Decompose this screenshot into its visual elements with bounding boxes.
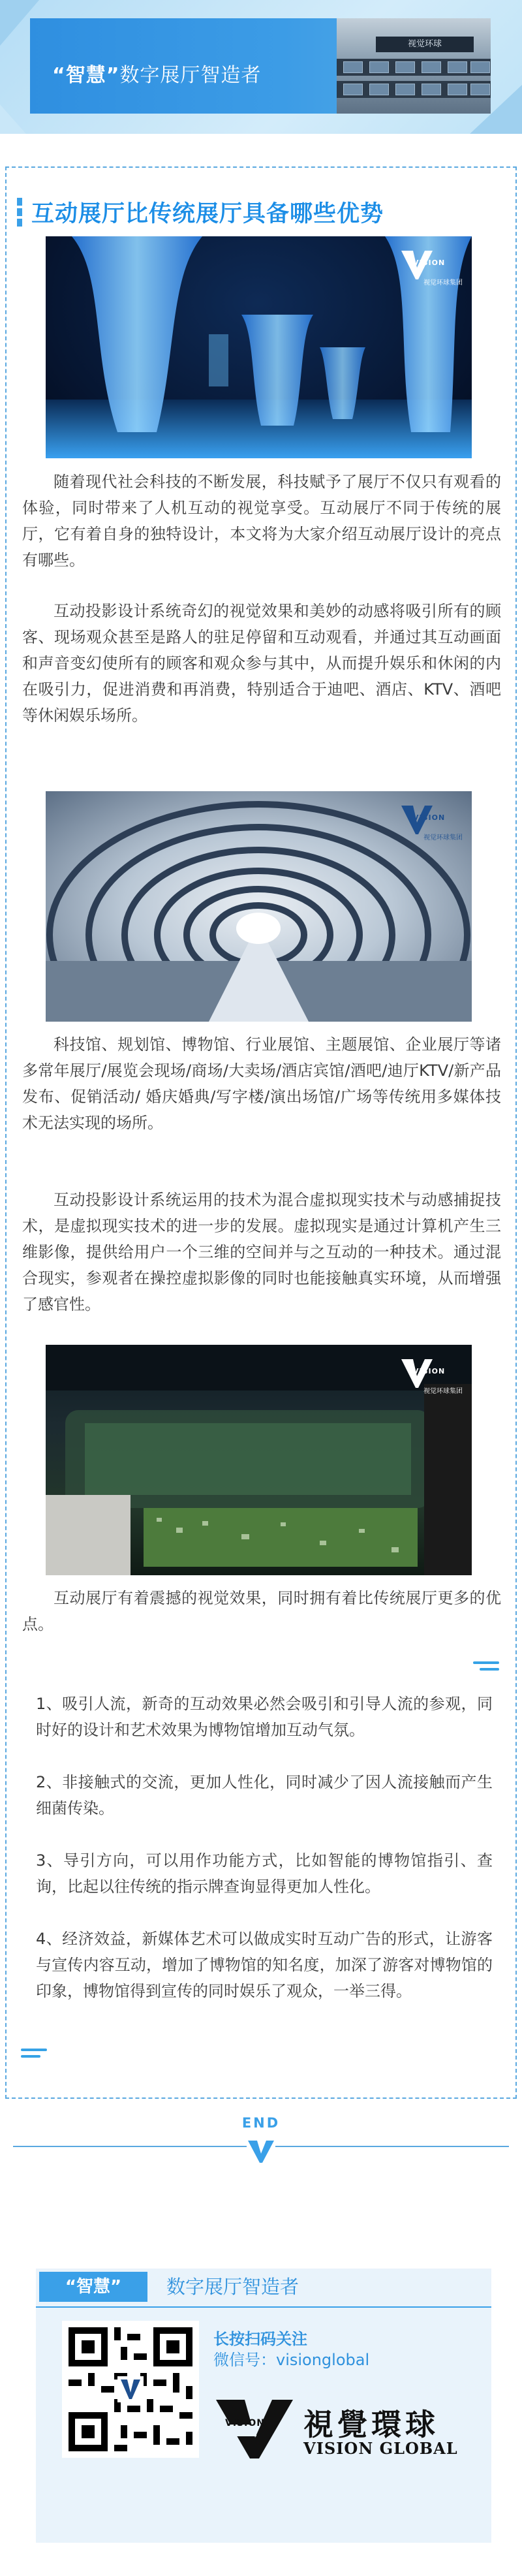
paragraph: 互动投影设计系统奇幻的视觉效果和美妙的动感将吸引所有的顾客、现场观众甚至是路人的驻足停留和互动观看，并通过其互动画面和声音变幻使所有的顾客和观众参与其中，从而提升娱乐和休闲的内在吸引力，促进消费和再消费，特别适合于迪吧、酒店、KTV、酒吧等休闲娱乐场所。 xyxy=(22,602,501,725)
footer-tag-smart: “智慧” xyxy=(39,2272,147,2302)
vision-sub-text: 视觉环球集团 xyxy=(423,1388,463,1395)
end-v-icon xyxy=(247,2138,275,2164)
vision-mark-text: VISION xyxy=(413,813,446,822)
header-rest: 数字展厅智造者 xyxy=(119,64,262,87)
list-item: 2、非接触式的交流，更加人性化，同时减少了因人流接触而产生细菌传染。 xyxy=(36,1773,493,1817)
paragraph: 互动展厅有着震撼的视觉效果，同时拥有着比传统展厅更多的优点。 xyxy=(22,1589,501,1633)
footer-divider xyxy=(36,2306,491,2308)
decor-lines-icon xyxy=(473,1661,499,1671)
section-title: 互动展厅比传统展厅具备哪些优势 xyxy=(31,201,384,227)
list-item: 3、导引方向，可以用作功能方式，比如智能的博物馆指引、查询，比起以往传统的指示牌查询显得更加人性化。 xyxy=(36,1851,493,1896)
list-item: 1、吸引人流，新奇的互动效果必然会吸引和引导人流的参观，同时好的设计和艺术效果为博物馆增加互动气氛。 xyxy=(36,1695,493,1739)
brand-logo xyxy=(212,2383,486,2468)
photo-tunnel xyxy=(46,791,472,1022)
header-quote-open: “ xyxy=(52,64,66,87)
header-quote-close: ” xyxy=(106,64,120,87)
heading-bars-icon xyxy=(17,198,22,227)
photo-exhibition-hall xyxy=(46,1345,472,1575)
list-item: 4、经济效益，新媒体艺术可以做成实时互动广告的形式，让游客与宣传内容互动，增加了博物馆的知名度，加深了游客对博物馆的印象，博物馆得到宣传的同时娱乐了观众，一举三得。 xyxy=(36,1930,493,2000)
qr-caption-wechat: 微信号：visionglobal xyxy=(213,2351,370,2369)
building-sign: 视觉环球 xyxy=(376,37,474,52)
qr-code-icon xyxy=(62,2321,199,2458)
vision-mark-text: VISION xyxy=(413,1367,446,1375)
qr-caption-follow: 长按扫码关注 xyxy=(213,2330,307,2348)
decor-lines-icon xyxy=(21,2049,47,2058)
header-title xyxy=(52,59,261,87)
header-bold-word: 智慧 xyxy=(65,64,106,87)
brand-v-icon xyxy=(212,2396,297,2461)
paragraph: 随着现代社会科技的不断发展，科技赋予了展厅不仅只有观看的体验，同时带来了人机互动的视觉享受。互动展厅不同于传统的展厅，它有着自身的独特设计，本文将为大家介绍互动展厅设计的亮点有哪些。 xyxy=(22,473,501,569)
vision-logo-badge xyxy=(399,1354,464,1402)
brand-mark-text: VISION xyxy=(225,2418,265,2428)
vision-sub-text: 视觉环球集团 xyxy=(423,279,463,287)
section-heading xyxy=(17,196,384,228)
brand-english: VISION GLOBAL xyxy=(303,2439,458,2458)
paragraph: 科技馆、规划馆、博物馆、行业展馆、主题展馆、企业展厅等诸多常年展厅/展览会现场/商场/大卖场/酒店宾馆/酒吧/迪厅KTV/新产品发布、促销活动/ 婚庆婚典/写字楼/演出场馆/广场等传统用多媒体技术无法实现的场所。 xyxy=(22,1035,501,1132)
photo-pillars xyxy=(46,236,472,458)
qr-code[interactable] xyxy=(62,2321,199,2458)
footer-tag-rest: 数字展厅智造者 xyxy=(166,2276,299,2298)
building-photo xyxy=(337,18,491,114)
header-banner xyxy=(0,0,522,134)
paragraph: 互动投影设计系统运用的技术为混合虚拟现实技术与动感捕捉技术，是虚拟现实技术的进一步的发展。虚拟现实是通过计算机产生三维影像，提供给用户一个三维的空间并与之互动的一种技术。通过混合现实，参观者在操控虚拟影像的同时也能接触真实环境，从而增强了感官性。 xyxy=(22,1191,501,1313)
vision-logo-badge xyxy=(399,800,464,849)
brand-chinese: 視覺環球 xyxy=(303,2407,439,2442)
vision-mark-text: VISION xyxy=(413,259,446,267)
footer-card xyxy=(36,2269,491,2543)
end-label: END xyxy=(241,2115,281,2131)
vision-logo-badge xyxy=(399,245,464,294)
vision-sub-text: 视觉环球集团 xyxy=(423,834,463,841)
